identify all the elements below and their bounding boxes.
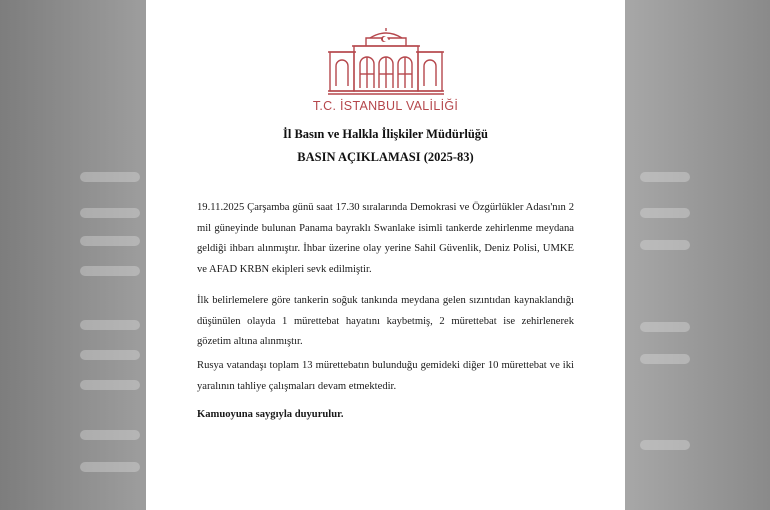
background-blur-line [640,354,690,364]
press-release-document [146,0,625,510]
background-blur-line [80,266,140,276]
background-blur-line [640,322,690,332]
background-blur-line [640,172,690,182]
background-blur-line [80,462,140,472]
logo-caption: T.C. İSTANBUL VALİLİĞİ [312,99,459,113]
background-blur-line [640,440,690,450]
paragraph: 19.11.2025 Çarşamba günü saat 17.30 sıralarında Demokrasi ve Özgürlükler Adası'nın 2 mil güneyinde bulunan Panama bayraklı Swanlake isimli tankerde zehirlenme meydana geldiği ihbarı alınmıştır. İhbar üzerine olay yerine Sahil Güvenlik, Deniz Polisi, UMKE ve AFAD KRBN ekipleri sevk edilmiştir. [197,202,574,275]
paragraph: Rusya vatandaşı toplam 13 mürettebatın bulunduğu gemideki diğer 10 mürettebat ve iki yaralının tahliye çalışmaları devam etmektedir. [197,360,574,392]
background-blur-line [80,208,140,218]
background-blur-line [640,240,690,250]
background-blur-line [80,380,140,390]
background-blur-line [80,236,140,246]
paragraph: İlk belirlemelere göre tankerin soğuk tankında meydana gelen sızıntıdan kaynaklandığı düşünülen olayda 1 mürettebat hayatını kaybetmiş, 2 mürettebat ise zehirlenerek gözetim altına alınmıştır. [197,295,574,347]
press-release-title: BASIN AÇIKLAMASI (2025-83) [297,150,474,164]
background-blur-line [80,320,140,330]
background-blur-line [640,208,690,218]
background-blur-line [80,430,140,440]
istanbul-governorship-building-logo-icon [326,26,446,96]
department-heading: İl Basın ve Halkla İlişkiler Müdürlüğü [282,127,489,141]
closing-statement: Kamuoyuna saygıyla duyurulur. [197,409,344,420]
background-blur-line [80,172,140,182]
background-blur-line [80,350,140,360]
